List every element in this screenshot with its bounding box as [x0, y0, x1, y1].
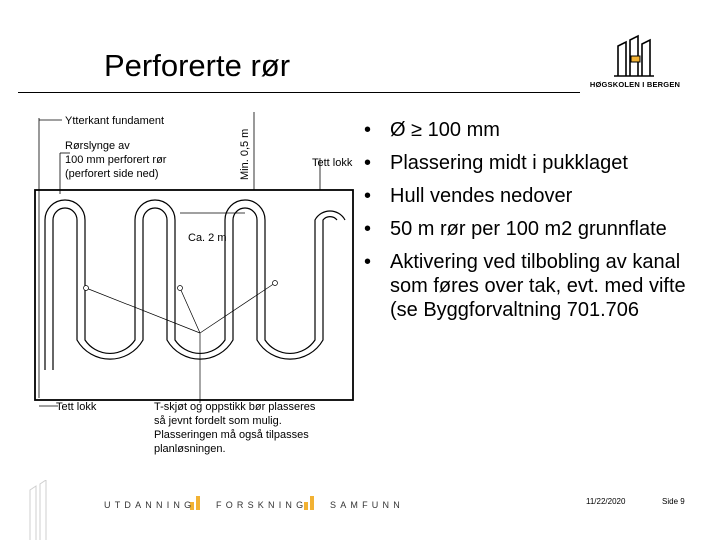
label-tee-3: Plasseringen må også tilpasses [154, 429, 309, 441]
label-ca-2m: Ca. 2 m [188, 232, 227, 244]
footer-page-number: Side 9 [662, 497, 685, 506]
slide-title: Perforerte rør [104, 48, 291, 83]
bullet-list [362, 118, 692, 331]
hib-logo [580, 30, 690, 100]
building-icon [580, 30, 690, 80]
label-tight-lid-bottom: Tett lokk [56, 401, 97, 413]
bullet-item: • Plassering midt i pukklaget [362, 151, 692, 175]
logo-text: HØGSKOLEN I BERGEN [589, 80, 681, 89]
label-tight-lid-top: Tett lokk [312, 157, 353, 169]
label-tee-1: T-skjøt og oppstikk bør plasseres [154, 401, 316, 413]
label-tee-2: så jevnt fordelt som mulig. [154, 415, 282, 427]
label-outer-edge: Ytterkant fundament [65, 115, 165, 127]
footer-word-society: SAMFUNN [330, 500, 404, 510]
footer [0, 480, 720, 540]
footer-date: 11/22/2020 [586, 497, 626, 506]
bullet-item: • Aktivering ved tilbobling av kanal som føres over tak, evt. med vifte (se Byggforvaltning 701.706 [362, 250, 692, 322]
bullet-item: • Ø ≥ 100 mm [362, 118, 692, 142]
label-pipe-loop-3: (perforert side ned) [65, 168, 159, 180]
label-pipe-loop-1: Rørslynge av [65, 140, 130, 152]
footer-word-research: FORSKNING [216, 500, 308, 510]
pipe-loop [45, 200, 345, 370]
label-pipe-loop-2: 100 mm perforert rør [65, 154, 167, 166]
foundation-diagram [30, 108, 360, 468]
label-tee-4: planløsningen. [154, 443, 226, 455]
footer-graphic [0, 480, 720, 540]
bullet-item: • 50 m rør per 100 m2 grunnflate [362, 217, 692, 241]
foundation-outline [35, 190, 353, 400]
bullet-item: • Hull vendes nedover [362, 184, 692, 208]
title-rule [18, 92, 580, 93]
footer-word-education: UTDANNING [104, 500, 196, 510]
label-min-dist: Min. 0,5 m [239, 128, 251, 180]
figure [30, 108, 360, 468]
